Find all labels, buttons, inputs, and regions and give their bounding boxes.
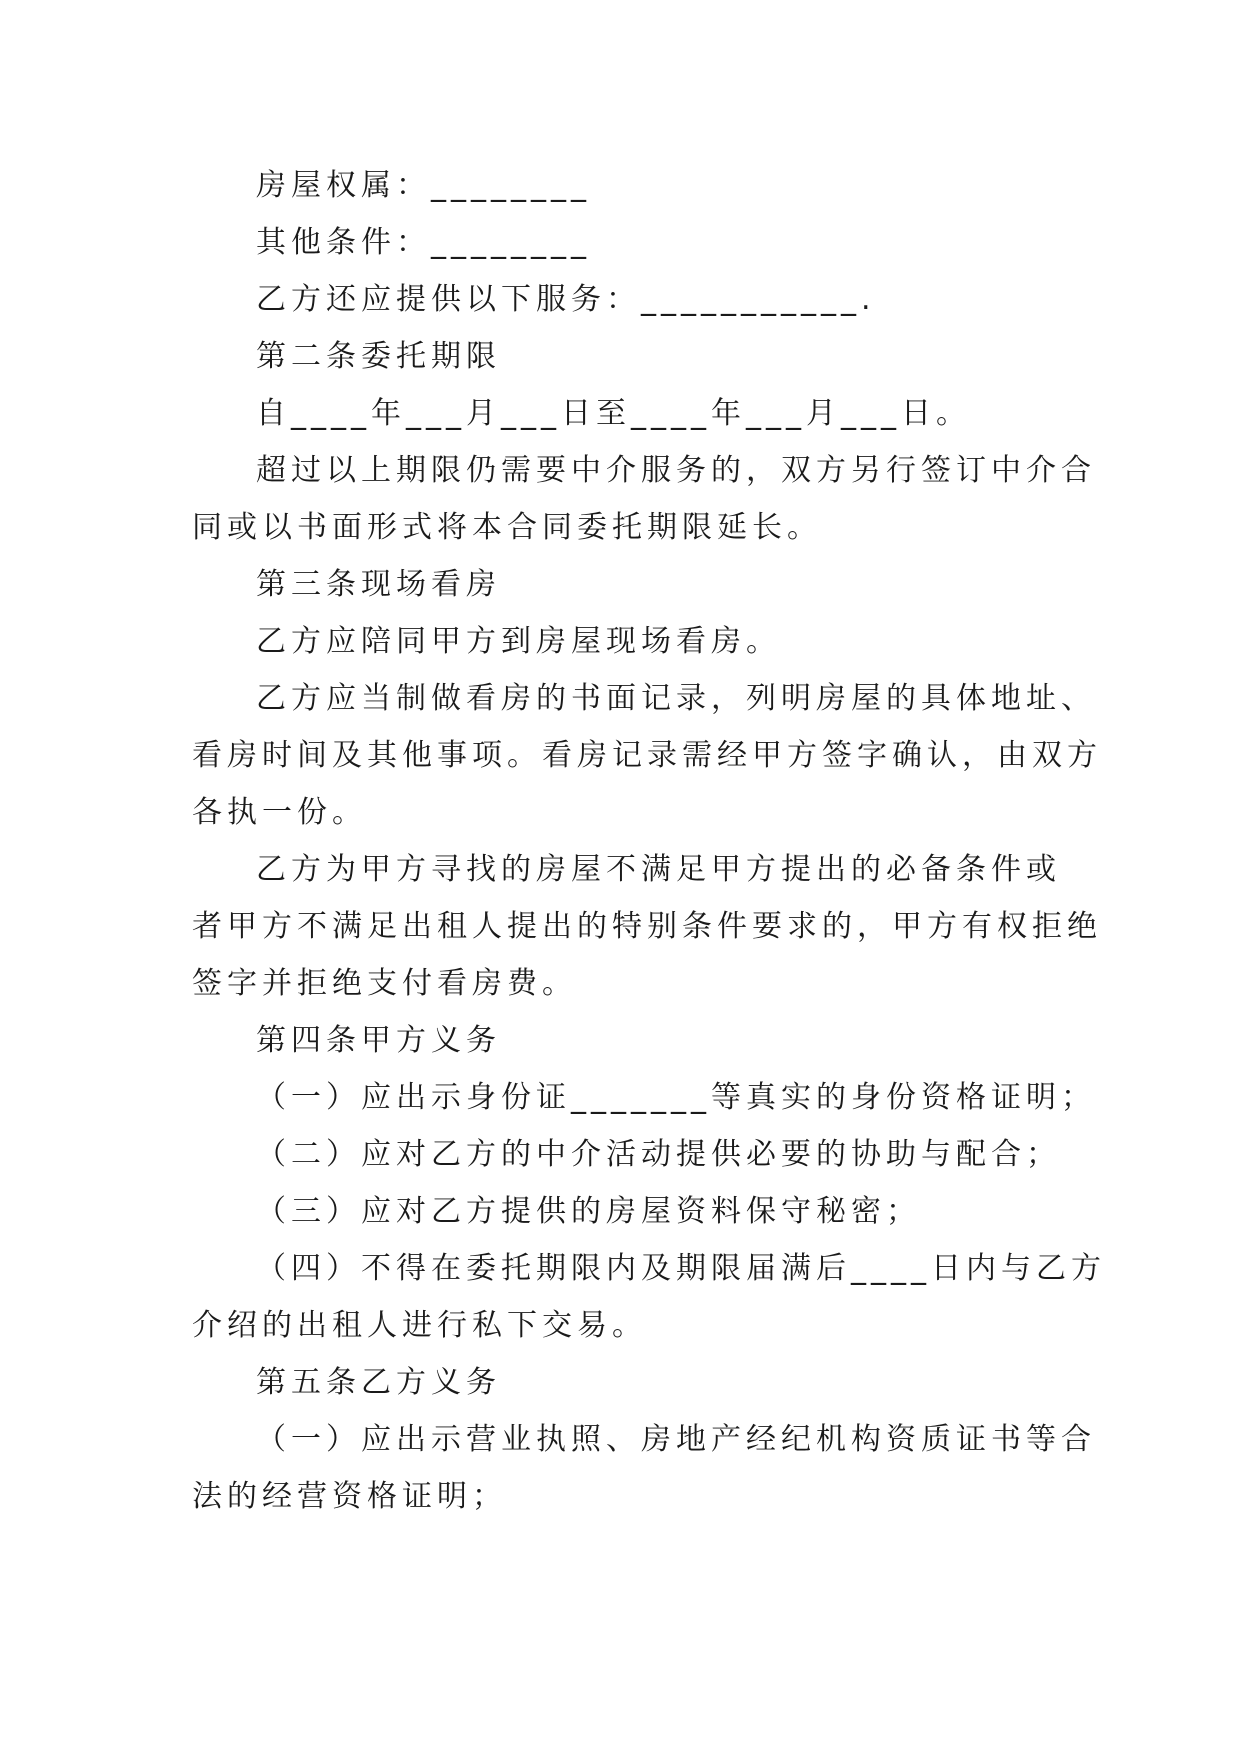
text-line-extra-services: 乙方还应提供以下服务：___________. bbox=[256, 282, 876, 317]
paragraph-line: 超过以上期限仍需要中介服务的，双方另行签订中介合 bbox=[256, 453, 1096, 488]
section-heading-term: 第二条委托期限 bbox=[256, 339, 501, 374]
section-heading-viewing: 第三条现场看房 bbox=[256, 567, 501, 602]
section-heading-party-b-duties: 第五条乙方义务 bbox=[256, 1365, 501, 1400]
text-line-property-ownership: 房屋权属：________ bbox=[256, 168, 591, 203]
text-line-date-range: 自____年___月___日至____年___月___日。 bbox=[256, 396, 971, 431]
paragraph-line: 法的经营资格证明； bbox=[192, 1479, 507, 1514]
paragraph-line: 者甲方不满足出租人提出的特别条件要求的，甲方有权拒绝 bbox=[192, 909, 1102, 944]
paragraph-line: 签字并拒绝支付看房费。 bbox=[192, 966, 577, 1001]
list-item: （一）应出示营业执照、房地产经纪机构资质证书等合 bbox=[256, 1422, 1096, 1457]
paragraph-line: 各执一份。 bbox=[192, 795, 367, 830]
list-item: （三）应对乙方提供的房屋资料保守秘密； bbox=[256, 1194, 921, 1229]
paragraph-line: 同或以书面形式将本合同委托期限延长。 bbox=[192, 510, 822, 545]
paragraph-line: 乙方应陪同甲方到房屋现场看房。 bbox=[256, 624, 781, 659]
text-line-other-conditions: 其他条件：________ bbox=[256, 225, 591, 260]
paragraph-line: 看房时间及其他事项。看房记录需经甲方签字确认，由双方 bbox=[192, 738, 1102, 773]
list-item: （一）应出示身份证_______等真实的身份资格证明； bbox=[256, 1080, 1096, 1115]
section-heading-party-a-duties: 第四条甲方义务 bbox=[256, 1023, 501, 1058]
paragraph-line: 乙方为甲方寻找的房屋不满足甲方提出的必备条件或 bbox=[256, 852, 1061, 887]
paragraph-line: 介绍的出租人进行私下交易。 bbox=[192, 1308, 647, 1343]
list-item: （四）不得在委托期限内及期限届满后____日内与乙方 bbox=[256, 1251, 1106, 1286]
list-item: （二）应对乙方的中介活动提供必要的协助与配合； bbox=[256, 1137, 1061, 1172]
paragraph-line: 乙方应当制做看房的书面记录，列明房屋的具体地址、 bbox=[256, 681, 1096, 716]
